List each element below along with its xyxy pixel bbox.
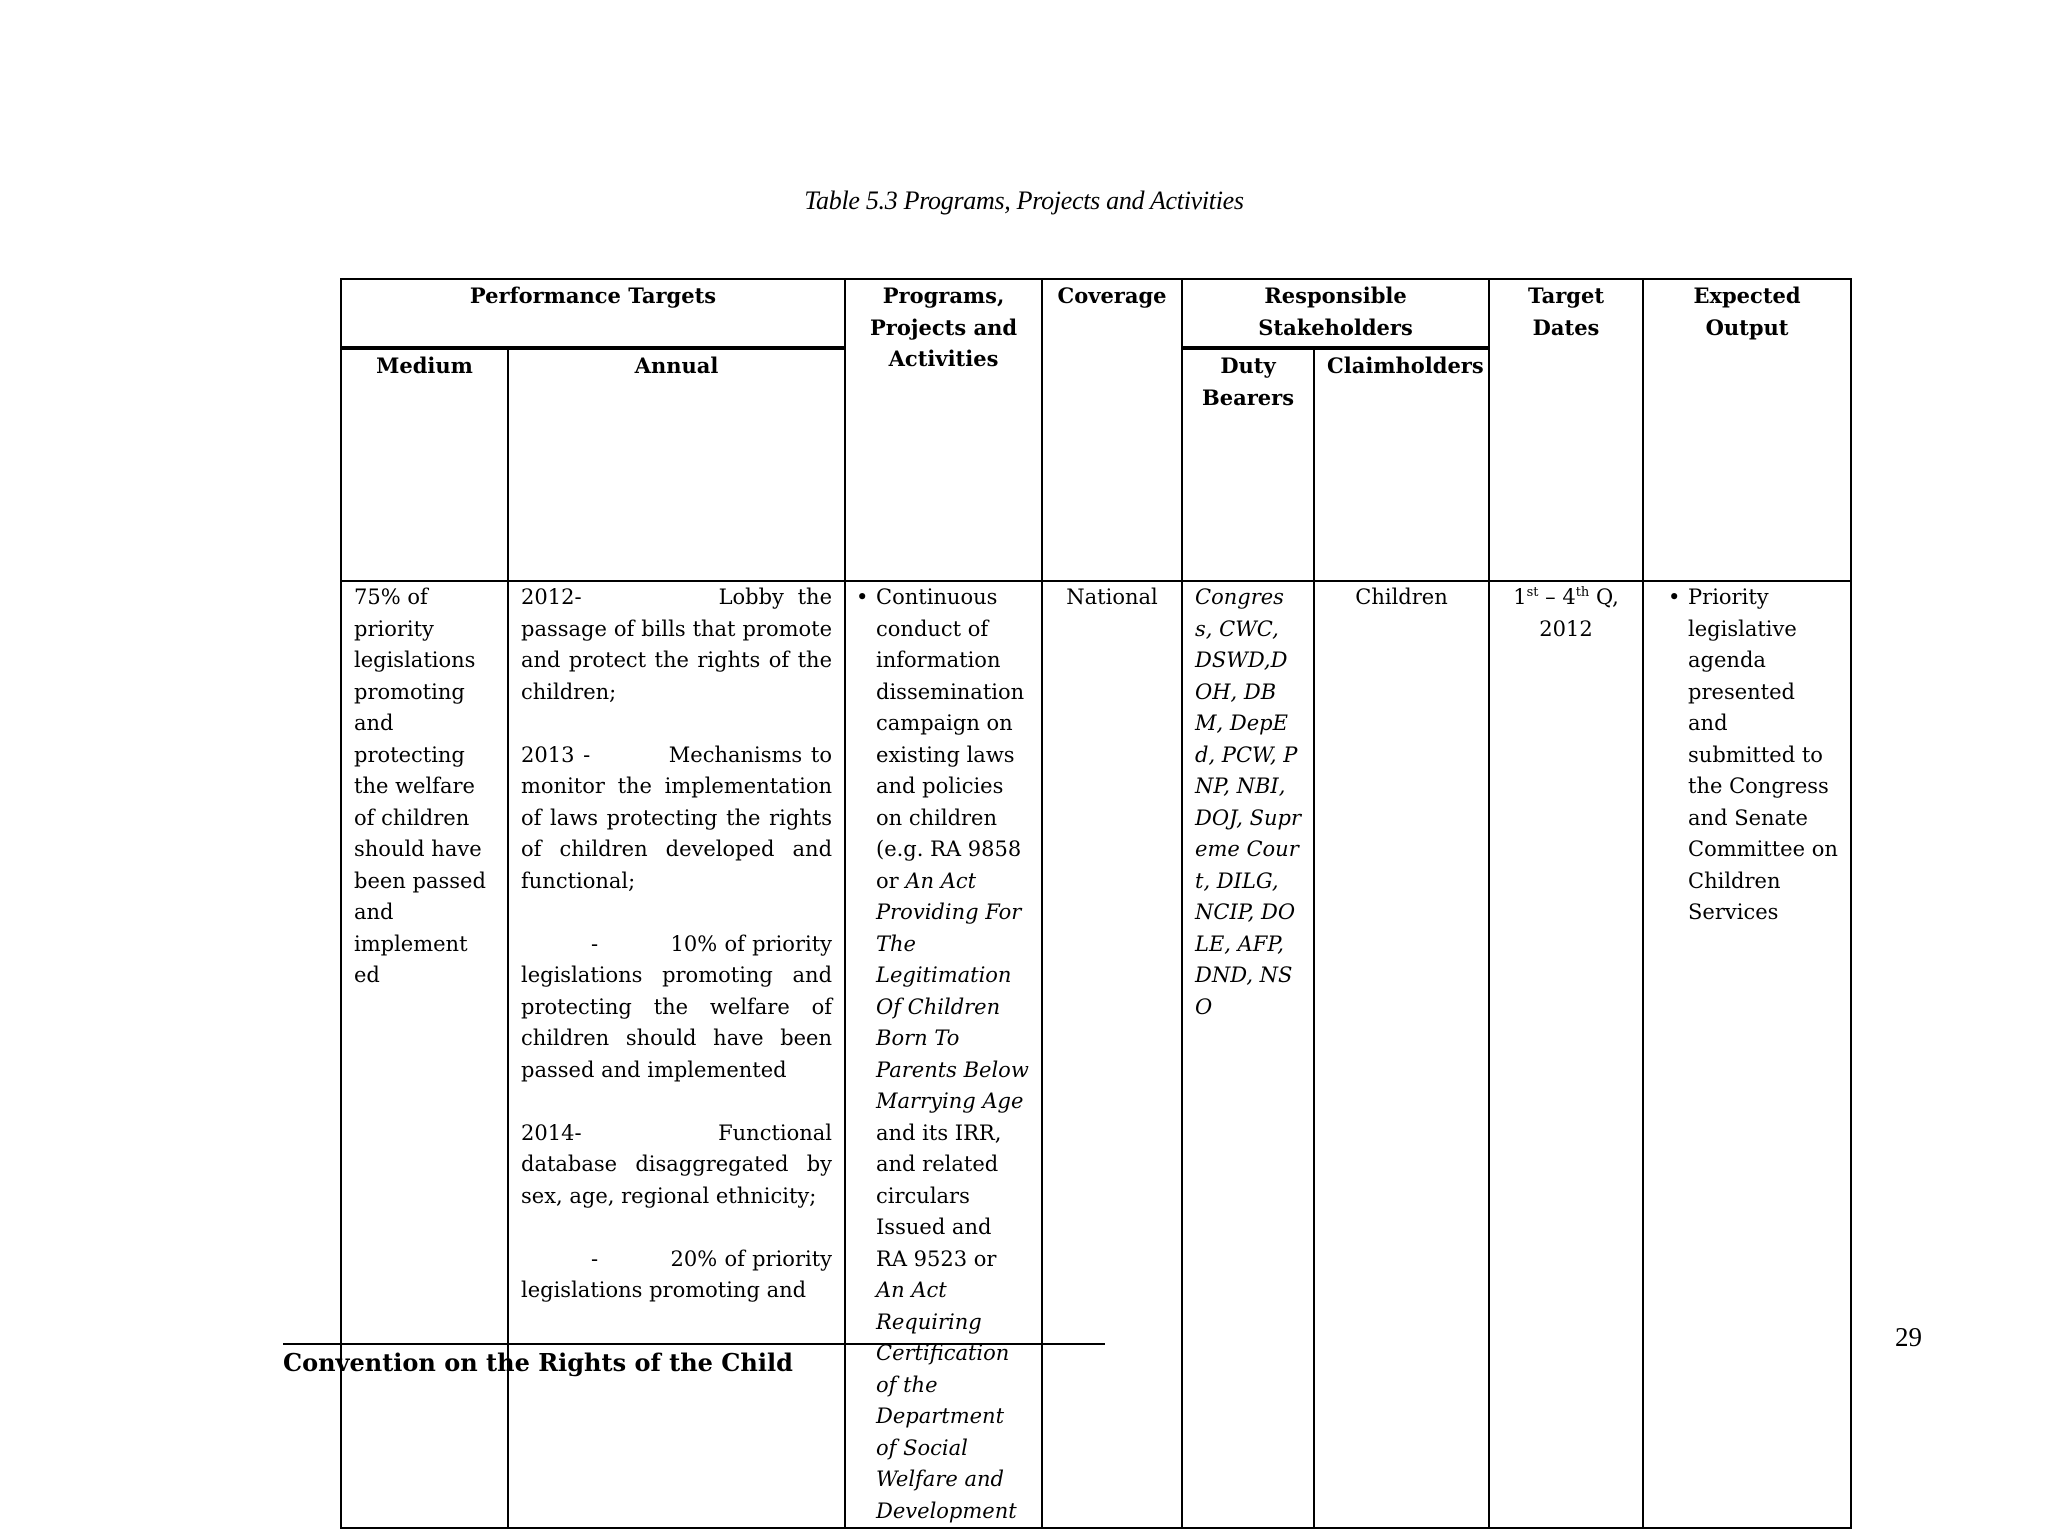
annual-2013-target: - 10% of priority legislations promoting and protecting the welfare of children should have been passed and implemented [521, 931, 833, 1082]
header-medium: Medium [341, 348, 508, 581]
ppa-table [340, 278, 1852, 1529]
table-caption: Table 5.3 Programs, Projects and Activities [804, 186, 1244, 215]
header-row-1 [341, 279, 1851, 348]
programs-act-2: An Act Requiring Certification of the Department of Social Welfare and Development [876, 1278, 1017, 1523]
quarter-suffix: Q, [1589, 585, 1619, 609]
page-number: 29 [1895, 1322, 1922, 1352]
duty-bearers-text: Congress, CWC, DSWD,D OH, DBM, DepEd, PCW, PNP, NBI, DOJ, Supreme Court, DILG, NCIP, DOLE, AFP, DND, NSO [1195, 585, 1301, 1019]
programs-item [876, 582, 1029, 1527]
expected-output-list [1656, 582, 1838, 929]
medium-text: 75% of priority legislations promoting and protecting the welfare of children should have been passed and implement ed [354, 585, 486, 987]
target-dates-year: 2012 [1539, 616, 1593, 641]
cell-programs [845, 581, 1042, 1528]
annual-2014: 2014- Functional database disaggregated by sex, age, regional ethnicity; [521, 1120, 833, 1208]
claimholders-text: Children [1355, 585, 1448, 609]
cell-duty-bearers [1182, 581, 1314, 1528]
header-expected-output: Expected Output [1643, 279, 1851, 581]
annual-2013: 2013 - Mechanisms to monitor the implementation of laws protecting the rights of children developed and functional; [521, 742, 833, 893]
header-claimholders: Claimholders [1314, 348, 1489, 581]
header-annual: Annual [508, 348, 845, 581]
annual-2014-target: - 20% of priority legislations promoting and [521, 1246, 833, 1302]
header-performance-targets: Performance Targets [341, 279, 845, 348]
cell-annual [508, 581, 845, 1528]
quarter-start-sup: st [1526, 585, 1539, 600]
coverage-text: National [1066, 585, 1158, 609]
header-target-dates: Target Dates [1489, 279, 1643, 581]
target-dates-quarter [1502, 582, 1630, 614]
header-duty-bearers: Duty Bearers [1182, 348, 1314, 581]
cell-medium [341, 581, 508, 1528]
footer-rule [283, 1343, 1105, 1345]
cell-coverage [1042, 581, 1182, 1528]
quarter-start: 1 [1513, 585, 1527, 609]
quarter-end-sup: th [1575, 585, 1590, 600]
cell-expected-output [1643, 581, 1851, 1528]
header-coverage: Coverage [1042, 279, 1182, 581]
programs-lead: Continuous conduct of information dissemination campaign on existing laws and policies on children (e.g. RA 9858 or [876, 585, 1025, 893]
table-row [341, 581, 1851, 1528]
programs-mid: and its IRR, and related circulars Issued and RA 9523 or [876, 1120, 1002, 1271]
header-programs: Programs, Projects and Activities [845, 279, 1042, 581]
cell-target-dates [1489, 581, 1643, 1528]
programs-list [858, 582, 1029, 1527]
quarter-sep: – 4 [1538, 585, 1576, 609]
annual-2012: 2012- Lobby the passage of bills that promote and protect the rights of the children; [521, 585, 833, 704]
programs-act-1: An Act Providing For The Legitimation Of Children Born To Parents Below Marrying Age [876, 868, 1029, 1113]
cell-claimholders [1314, 581, 1489, 1528]
header-responsible-stakeholders: Responsible Stakeholders [1182, 279, 1489, 348]
expected-output-item: • Priority legislative agenda presented and submitted to the Congress and Senate Committee on Children Services [1688, 582, 1838, 929]
footer-title: Convention on the Rights of the Child [283, 1348, 793, 1377]
